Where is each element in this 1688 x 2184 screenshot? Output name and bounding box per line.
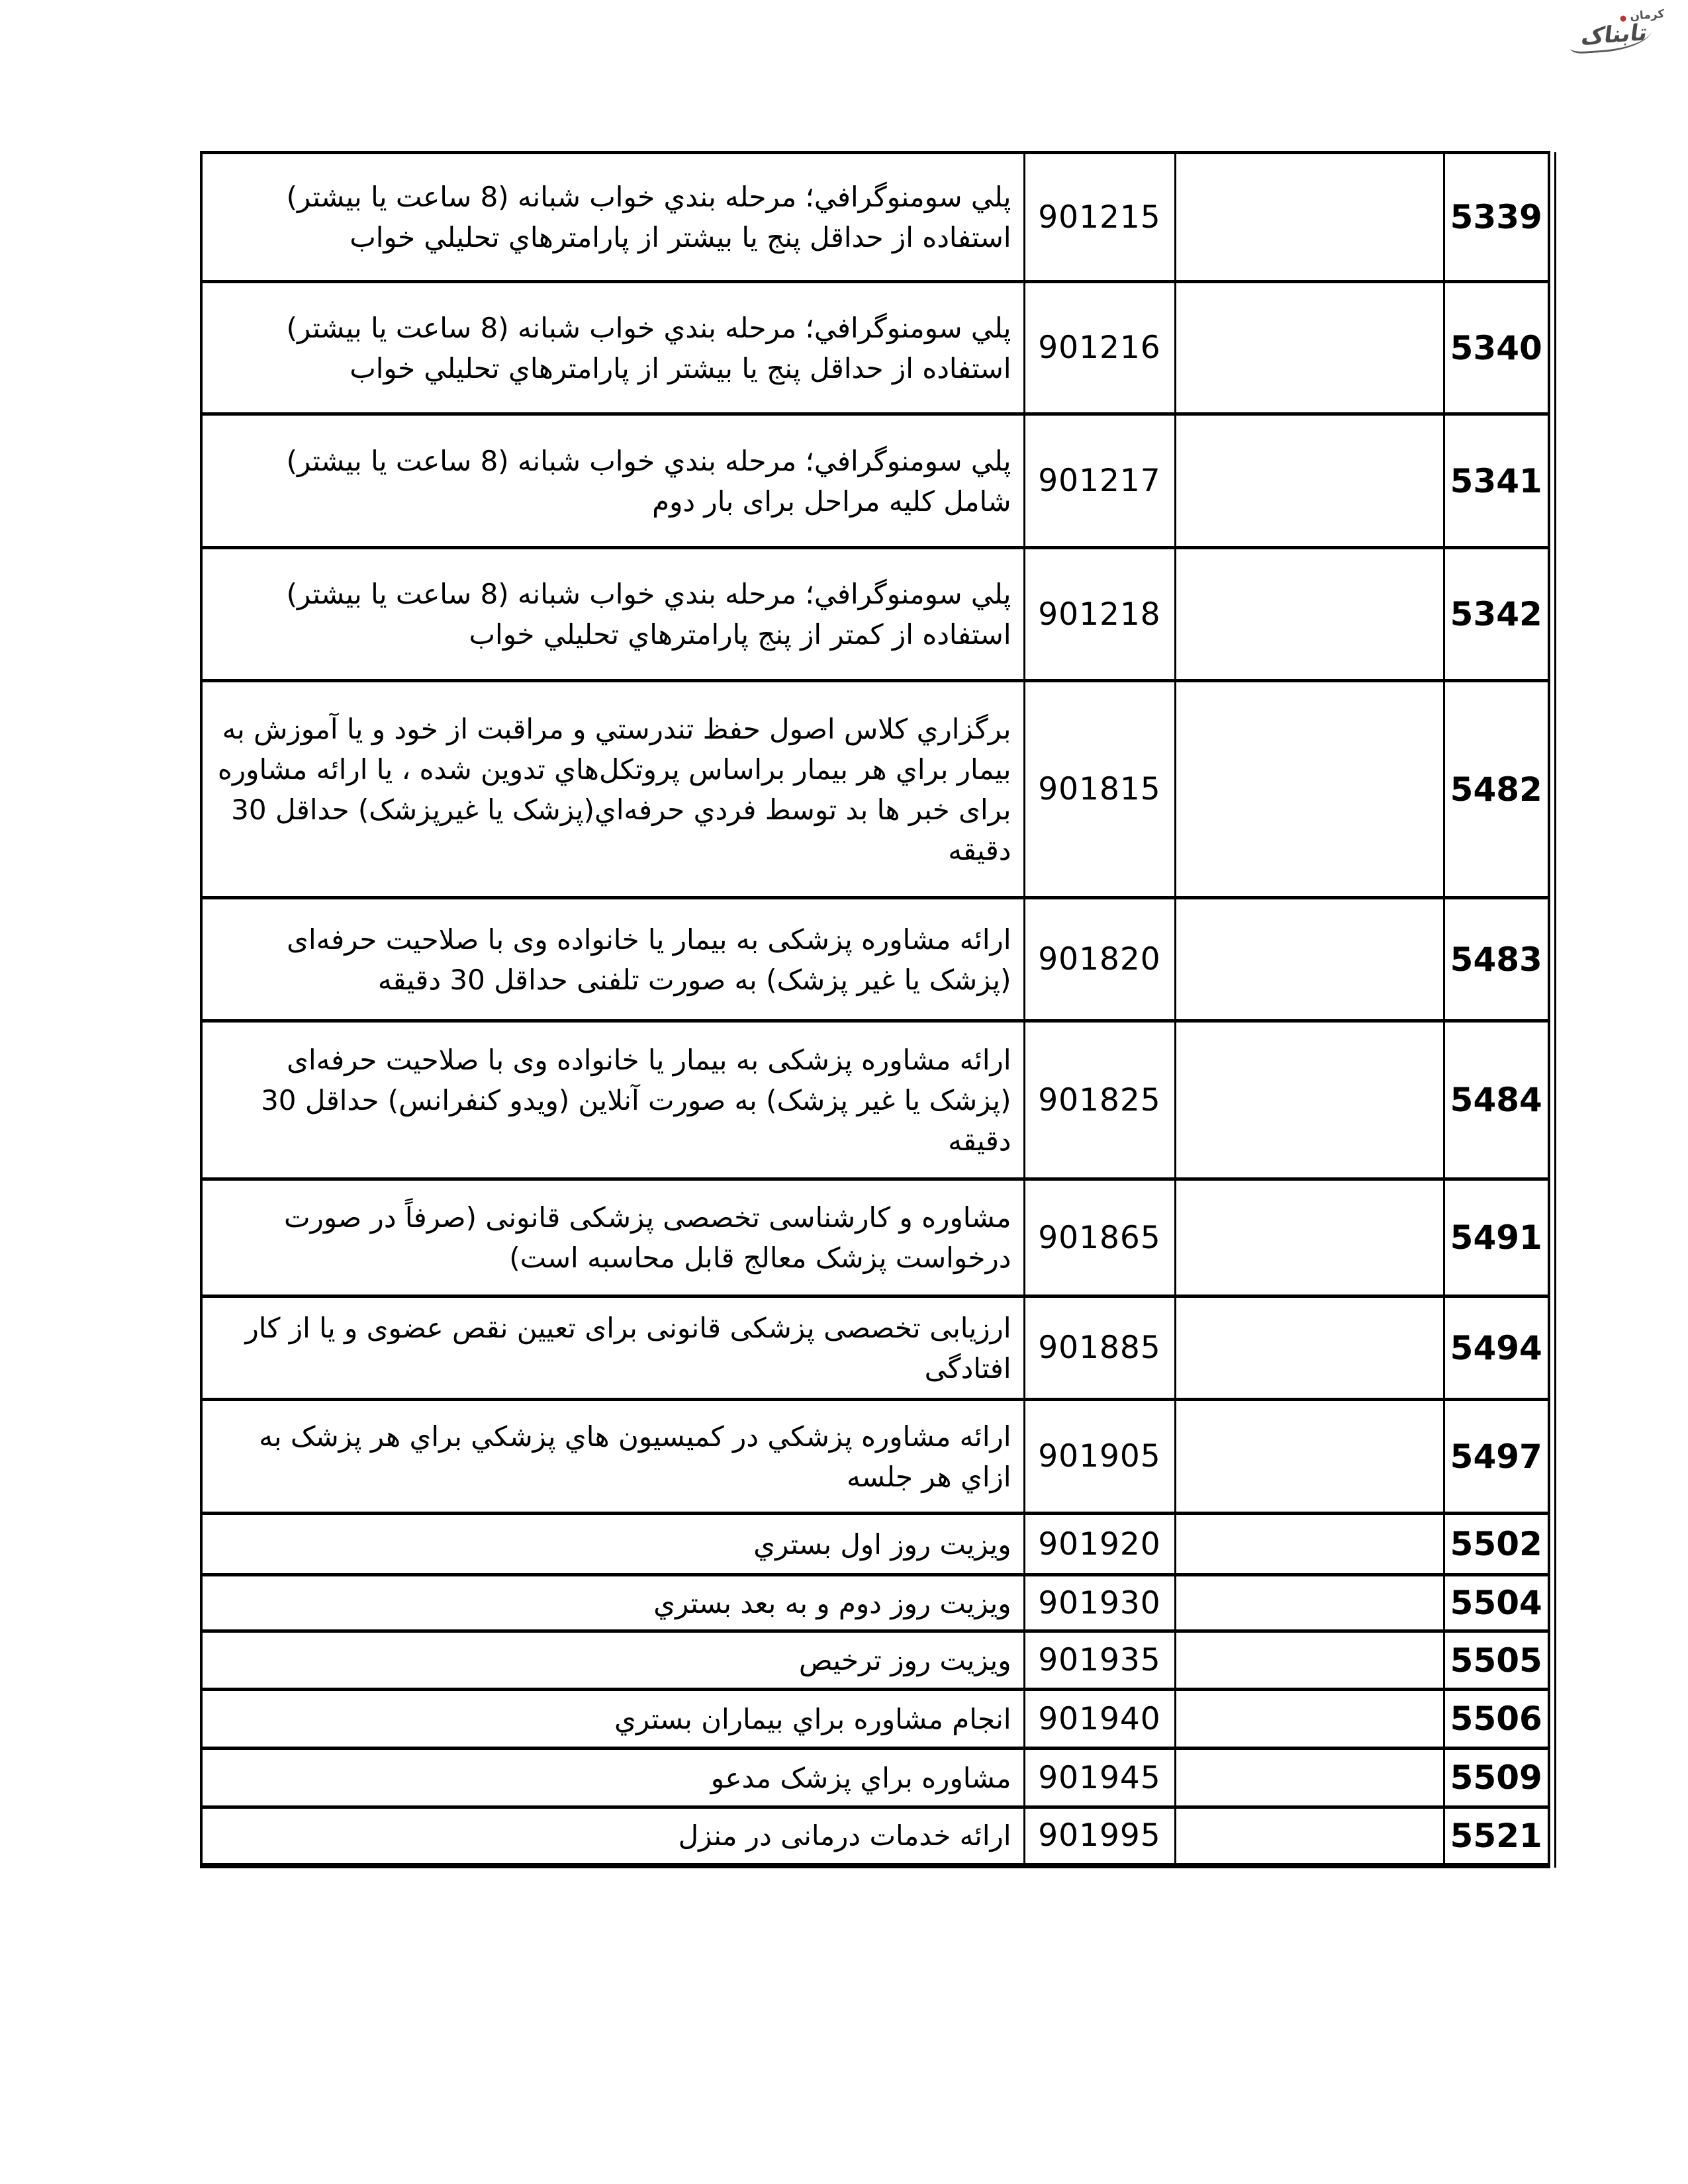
service-description-cell: ارزيابی تخصصی پزشکی قانونی برای تعيين نقص عضوی و يا از کار افتادگی	[201, 1297, 1024, 1400]
service-description-cell: پلي سومنوگرافي؛ مرحله بندي خواب شبانه (8 ساعت يا بيشتر) شامل كليه مراحل برای بار دوم	[201, 414, 1024, 548]
row-id-cell: 5491	[1444, 1179, 1549, 1297]
empty-cell	[1175, 153, 1444, 282]
empty-cell	[1175, 898, 1444, 1021]
table-row	[201, 1400, 1549, 1514]
empty-cell	[1175, 1690, 1444, 1749]
service-code-cell: 901815	[1024, 681, 1175, 898]
tabnak-kerman-watermark	[1569, 6, 1671, 59]
watermark-brand-text: تابناک	[1570, 19, 1654, 54]
medical-tariff-table	[200, 151, 1550, 1868]
service-code-cell: 901945	[1024, 1749, 1175, 1807]
table-row	[201, 898, 1549, 1021]
empty-cell	[1175, 1749, 1444, 1807]
service-code-cell: 901930	[1024, 1575, 1175, 1631]
service-description-cell: ارائه مشاوره پزشکی به بيمار يا خانواده وی با صلاحيت حرفه‌ای (پزشک يا غير پزشک) به صورت تلفنی حداقل 30 دقيقه	[201, 898, 1024, 1021]
service-code-cell: 901825	[1024, 1021, 1175, 1179]
row-id-cell: 5497	[1444, 1400, 1549, 1514]
empty-cell	[1175, 1021, 1444, 1179]
service-code-cell: 901885	[1024, 1297, 1175, 1400]
table-row	[201, 681, 1549, 898]
service-code-cell: 901217	[1024, 414, 1175, 548]
table-row	[201, 282, 1549, 414]
service-description-cell: ويزيت روز اول بستري	[201, 1514, 1024, 1575]
table-row	[201, 1631, 1549, 1690]
row-id-cell: 5502	[1444, 1514, 1549, 1575]
row-id-cell: 5505	[1444, 1631, 1549, 1690]
empty-cell	[1175, 1807, 1444, 1866]
empty-cell	[1175, 1179, 1444, 1297]
service-description-cell: ارائه مشاوره پزشكي در كميسيون هاي پزشكي براي هر پزشک به ازاي هر جلسه	[201, 1400, 1024, 1514]
service-description-cell: ويزيت روز دوم و به بعد بستري	[201, 1575, 1024, 1631]
service-code-cell: 901215	[1024, 153, 1175, 282]
empty-cell	[1175, 414, 1444, 548]
service-code-cell: 901905	[1024, 1400, 1175, 1514]
empty-cell	[1175, 282, 1444, 414]
service-code-cell: 901865	[1024, 1179, 1175, 1297]
service-description-cell: مشاوره و کارشناسی تخصصی پزشکی قانونی (صرفاً در صورت درخواست پزشک معالج قابل محاسبه است)	[201, 1179, 1024, 1297]
service-code-cell: 901820	[1024, 898, 1175, 1021]
service-code-cell: 901940	[1024, 1690, 1175, 1749]
row-id-cell: 5504	[1444, 1575, 1549, 1631]
table-row	[201, 153, 1549, 282]
row-id-cell: 5506	[1444, 1690, 1549, 1749]
table-row	[201, 1575, 1549, 1631]
row-id-cell: 5340	[1444, 282, 1549, 414]
table-row	[201, 1807, 1549, 1866]
service-code-cell: 901995	[1024, 1807, 1175, 1866]
row-id-cell: 5509	[1444, 1749, 1549, 1807]
row-id-cell: 5341	[1444, 414, 1549, 548]
service-description-cell: برگزاري كلاس اصول حفظ تندرستي و مراقبت از خود و يا آموزش به بيمار براي هر بيمار براساس پروتكل‌هاي تدوين شده ، يا ارائه مشاوره برای خبر ها بد توسط فردي حرفه‌اي(پزشک يا غيرپزشک) حداقل 30 دقيقه	[201, 681, 1024, 898]
empty-cell	[1175, 1631, 1444, 1690]
empty-cell	[1175, 1514, 1444, 1575]
row-id-cell: 5482	[1444, 681, 1549, 898]
row-id-cell: 5339	[1444, 153, 1549, 282]
service-description-cell: پلي سومنوگرافي؛ مرحله بندي خواب شبانه (8 ساعت يا بيشتر) استفاده از كمتر از پنج پارامترهاي تحليلي خواب	[201, 548, 1024, 681]
table-row	[201, 414, 1549, 548]
service-description-cell: ارائه مشاوره پزشکی به بيمار يا خانواده وی با صلاحيت حرفه‌ای (پزشک يا غير پزشک) به صورت آنلاين (ويدو کنفرانس) حداقل 30 دقيقه	[201, 1021, 1024, 1179]
table-row	[201, 1514, 1549, 1575]
service-description-cell: پلي سومنوگرافي؛ مرحله بندي خواب شبانه (8 ساعت يا بيشتر) استفاده از حداقل پنج يا بيشتر از پارامترهاي تحليلي خواب	[201, 282, 1024, 414]
row-id-cell: 5342	[1444, 548, 1549, 681]
table-row	[201, 1749, 1549, 1807]
service-code-cell: 901216	[1024, 282, 1175, 414]
table-row	[201, 1690, 1549, 1749]
row-id-cell: 5484	[1444, 1021, 1549, 1179]
table-row	[201, 1297, 1549, 1400]
table-row	[201, 1179, 1549, 1297]
service-description-cell: ويزيت روز ترخيص	[201, 1631, 1024, 1690]
row-id-cell: 5483	[1444, 898, 1549, 1021]
service-code-cell: 901218	[1024, 548, 1175, 681]
row-id-cell: 5521	[1444, 1807, 1549, 1866]
table-right-double-border	[1554, 152, 1556, 1868]
empty-cell	[1175, 1400, 1444, 1514]
service-description-cell: مشاوره براي پزشک مدعو	[201, 1749, 1024, 1807]
row-id-cell: 5494	[1444, 1297, 1549, 1400]
service-description-cell: انجام مشاوره براي بيماران بستري	[201, 1690, 1024, 1749]
empty-cell	[1175, 548, 1444, 681]
service-code-cell: 901920	[1024, 1514, 1175, 1575]
service-description-cell: پلي سومنوگرافي؛ مرحله بندي خواب شبانه (8 ساعت يا بيشتر) استفاده از حداقل پنج يا بيشتر از پارامترهاي تحليلي خواب	[201, 153, 1024, 282]
service-code-cell: 901935	[1024, 1631, 1175, 1690]
watermark-city-text: کرمان	[1629, 7, 1665, 23]
service-description-cell: ارائه خدمات درمانی در منزل	[201, 1807, 1024, 1866]
empty-cell	[1175, 1297, 1444, 1400]
table-row	[201, 548, 1549, 681]
empty-cell	[1175, 681, 1444, 898]
empty-cell	[1175, 1575, 1444, 1631]
table-row	[201, 1021, 1549, 1179]
